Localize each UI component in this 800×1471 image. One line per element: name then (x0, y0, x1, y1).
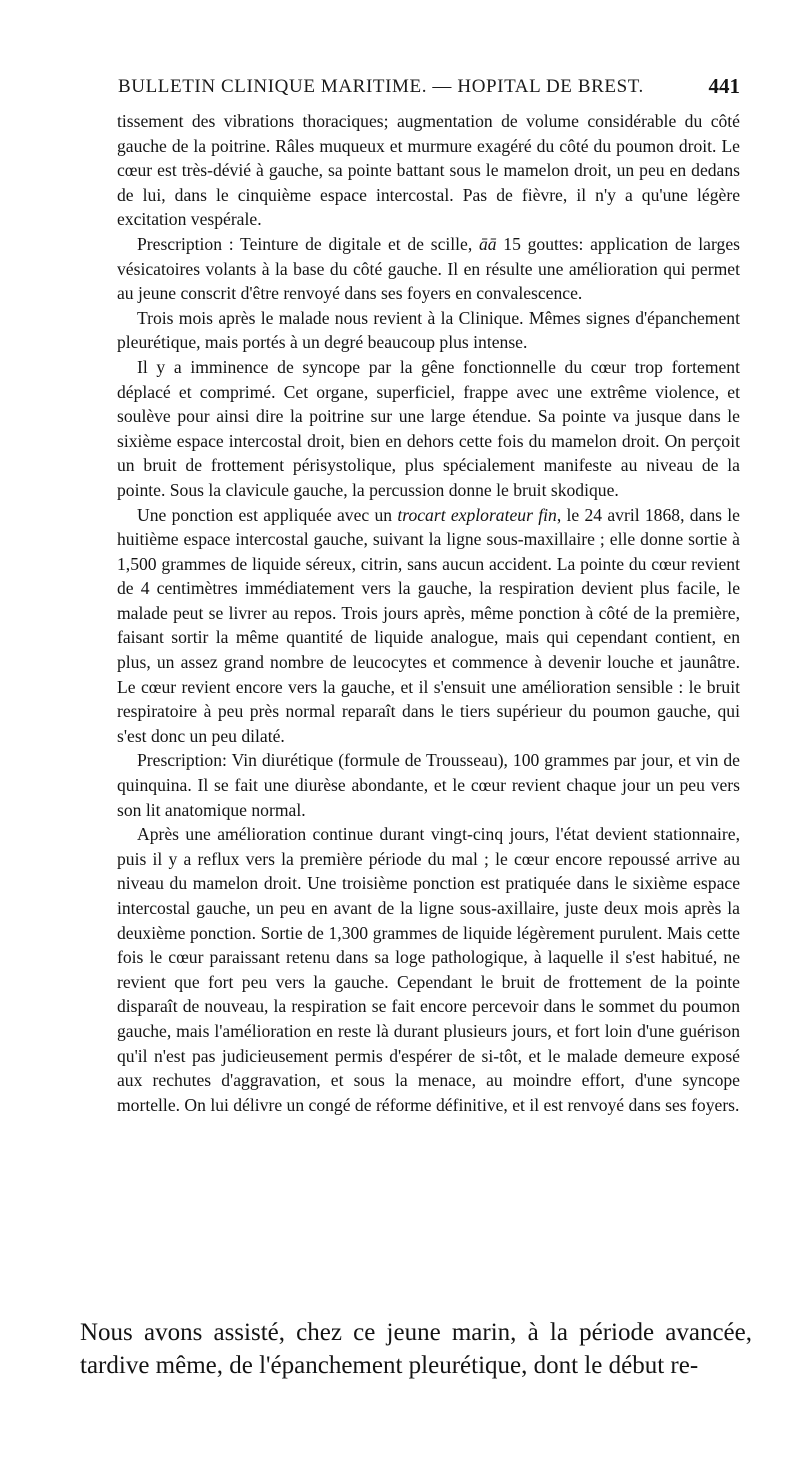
closing-text (80, 1316, 752, 1382)
paragraph-outcome: Après une amélioration continue durant vingt-cinq jours, l'état devient stationnaire, puis il y a reflux vers la première période du mal ; le cœur encore repoussé arrive au niveau du mamelon droit. Une troisième ponction est pratiquée dans le sixième espace intercostal gauche, un peu en avant de la ligne sous-axillaire, juste deux mois après la deuxième ponction. Sortie de 1,300 grammes de liquide légèrement purulent. Mais cette fois le cœur paraissant retenu dans sa loge pathologique, à laquelle il s'est habitué, ne revient que fort peu vers la gauche. Cependant le bruit de frottement de la pointe disparaît de nouveau, la respiration se fait encore percevoir dans le sommet du poumon gauche, mais l'amélioration en reste là durant plusieurs jours, et fort loin d'une guérison qu'il n'est pas judicieusement permis d'espérer de si-tôt, et le malade demeure exposé aux rechutes d'aggravation, et sous la menace, au moindre effort, d'une syncope mortelle. On lui délivre un congé de réforme définitive, et il est renvoyé dans ses foyers. (117, 824, 740, 1115)
instrument-name: trocart explorateur fin (397, 504, 557, 525)
paragraph-prescription (117, 232, 740, 306)
dosage-abbreviation: āā (478, 233, 497, 254)
paragraph-ponction (117, 503, 740, 749)
paragraph-syncope: Il y a imminence de syncope par la gêne fonctionnelle du cœur trop fortement déplacé et comprimé. Cet organe, superficiel, frappe avec une extrême violence, et soulève pour ainsi dire la poitrine sur une large étendue. Sa pointe va jusque dans le sixième espace intercostal droit, bien en dehors cette fois du mamelon droit. On perçoit un bruit de frottement périsystolique, plus spécialement manifeste au niveau de la pointe. Sous la clavicule gauche, la percussion donne le bruit skodique. (117, 356, 740, 500)
paragraph-second-prescription: Prescription: Vin diurétique (formule de Trousseau), 100 grammes par jour, et vin de quinquina. Il se fait une diurèse abondante, et le cœur revient chaque jour un peu vers son lit anatomique normal. (117, 750, 740, 820)
paragraph-ponction-start: Une ponction est appliquée avec un (137, 504, 398, 525)
page-number: 441 (708, 74, 740, 98)
paragraph-closing: Nous avons assisté, chez ce jeune marin, à la période avancée, tardive même, de l'épanchement pleurétique, dont le début re- (80, 1319, 752, 1379)
paragraph-prescription-end: 15 gouttes: application de larges vésicatoires volants à la base du côté gauche. Il en résulte une amélioration qui permet au jeune conscrit d'être renvoyé dans ses foyers en convalescence. (117, 233, 740, 304)
body-text (117, 109, 740, 1117)
running-head (118, 72, 740, 104)
paragraph-ponction-end: , le 24 avril 1868, dans le huitième espace intercostal gauche, suivant la ligne sous-maxillaire ; elle donne sortie à 1,500 grammes de liquide séreux, citrin, sans aucun accident. La pointe du cœur revient de 4 centimètres immédiatement vers la gauche, la respiration devient plus facile, le malade peut se livrer au repos. Trois jours après, même ponction à côté de la première, faisant sortir la même quantité de liquide analogue, mais qui cependant contient, en plus, un assez grand nombre de leucocytes et commence à devenir louche et jaunâtre. Le cœur revient encore vers la gauche, et il s'ensuit une amélioration sensible : le bruit respiratoire à peu près normal reparaît dans le tiers supérieur du poumon gauche, qui s'est donc un peu dilaté. (117, 504, 740, 746)
paragraph-return: Trois mois après le malade nous revient à la Clinique. Mêmes signes d'épanchement pleurétique, mais portés à un degré beaucoup plus intense. (117, 307, 740, 353)
paragraph-continued: tissement des vibrations thoraciques; augmentation de volume considérable du côté gauche de la poitrine. Râles muqueux et murmure exagéré du côté du poumon droit. Le cœur est très-dévié à gauche, sa pointe battant sous le mamelon droit, un peu en dedans de lui, dans le cinquième espace intercostal. Pas de fièvre, il n'y a qu'une légère excitation vespérale. (117, 111, 740, 230)
paragraph-prescription-start: Prescription : Teinture de digitale et de scille, (137, 233, 479, 254)
running-title: BULLETIN CLINIQUE MARITIME. — HOPITAL DE BREST. (118, 76, 644, 97)
